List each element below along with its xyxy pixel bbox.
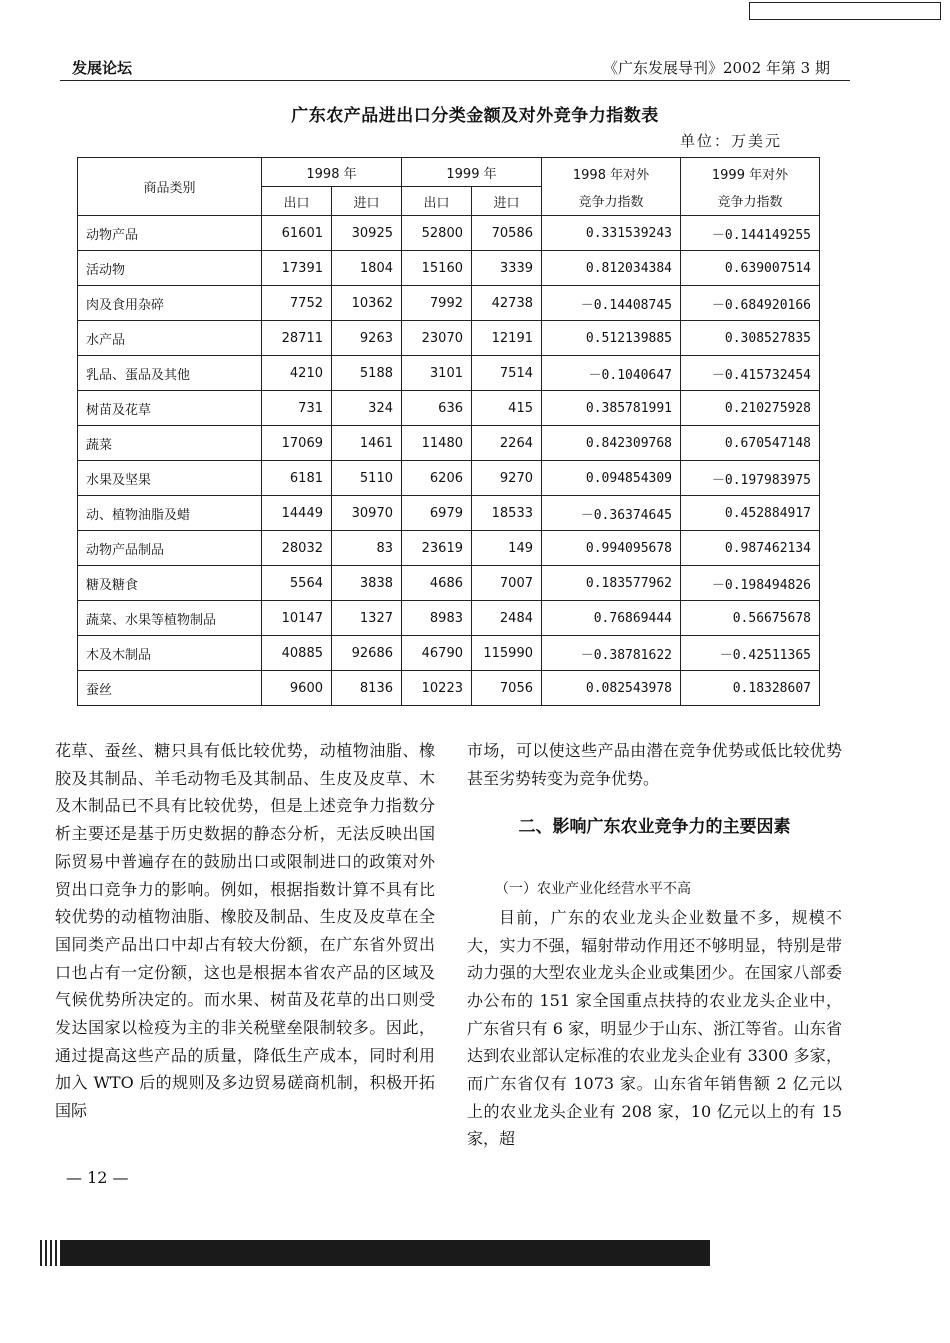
value-cell: 17069 <box>262 426 332 461</box>
value-cell: 83 <box>332 531 402 566</box>
table-row <box>78 321 820 356</box>
value-cell: 46790 <box>402 636 472 671</box>
value-cell: 11480 <box>402 426 472 461</box>
table-title: 广东农产品进出口分类金额及对外竞争力指数表 <box>291 106 659 126</box>
header-index-1998-line1: 1998 年对外 <box>572 167 650 183</box>
value-cell: 10223 <box>402 671 472 706</box>
value-cell: 4686 <box>402 566 472 601</box>
table-row <box>78 461 820 496</box>
value-cell: 18533 <box>472 496 542 531</box>
index-cell: 0.76869444 <box>542 601 681 636</box>
index-cell: 0.56675678 <box>681 601 820 636</box>
value-cell: 5110 <box>332 461 402 496</box>
index-cell: －0.684920166 <box>681 286 820 321</box>
value-cell: 636 <box>402 391 472 426</box>
category-cell: 水产品 <box>78 321 262 356</box>
value-cell: 1804 <box>332 251 402 286</box>
header-1999: 1999 年 <box>402 158 542 187</box>
category-cell: 蔬菜 <box>78 426 262 461</box>
value-cell: 12191 <box>472 321 542 356</box>
category-cell: 树苗及花草 <box>78 391 262 426</box>
value-cell: 17391 <box>262 251 332 286</box>
table-unit: 单位：万美元 <box>680 132 783 150</box>
value-cell: 7752 <box>262 286 332 321</box>
table-row <box>78 216 820 251</box>
category-cell: 活动物 <box>78 251 262 286</box>
table-row <box>78 601 820 636</box>
header-index-1999-line2: 竞争力指数 <box>717 194 783 210</box>
index-cell: 0.452884917 <box>681 496 820 531</box>
index-cell: －0.144149255 <box>681 216 820 251</box>
value-cell: 731 <box>262 391 332 426</box>
value-cell: 415 <box>472 391 542 426</box>
header-index-1998 <box>542 158 681 216</box>
value-cell: 4210 <box>262 356 332 391</box>
index-cell: －0.198494826 <box>681 566 820 601</box>
right-paragraph-2: 目前，广东的农业龙头企业数量不多，规模不大，实力不强，辐射带动作用还不够明显，特别是带动力强的大型农业龙头企业或集团少。在国家八部委办公布的 151 家全国重点扶持的农业龙头企业中，广东省只有 6 家，明显少于山东、浙江等省。山东省达到农业部认定标准的农业龙头企业有 3300 多家，而广东省仅有 1073 家。山东省年销售额 2 亿元以上的农业龙头企业有 208 家，10 亿元以上的有 15 家，超 <box>467 907 842 1149</box>
table-row <box>78 671 820 706</box>
value-cell: 61601 <box>262 216 332 251</box>
category-cell: 乳品、蛋品及其他 <box>78 356 262 391</box>
category-cell: 肉及食用杂碎 <box>78 286 262 321</box>
index-cell: －0.415732454 <box>681 356 820 391</box>
table-row <box>78 286 820 321</box>
value-cell: 324 <box>332 391 402 426</box>
page-number: — 12 — <box>66 1168 129 1187</box>
value-cell: 2484 <box>472 601 542 636</box>
value-cell: 92686 <box>332 636 402 671</box>
index-cell: 0.183577962 <box>542 566 681 601</box>
table-row <box>78 636 820 671</box>
index-cell: －0.14408745 <box>542 286 681 321</box>
journal-label: 《广东发展导刊》2002 年第 3 期 <box>602 59 830 77</box>
table-row <box>78 391 820 426</box>
right-paragraph-1: 市场，可以使这些产品由潜在竞争优势或低比较优势甚至劣势转变为竞争优势。 <box>467 741 842 788</box>
index-cell: 0.385781991 <box>542 391 681 426</box>
table-row <box>78 496 820 531</box>
index-cell: －0.197983975 <box>681 461 820 496</box>
value-cell: 1327 <box>332 601 402 636</box>
index-cell: 0.331539243 <box>542 216 681 251</box>
index-cell: 0.812034384 <box>542 251 681 286</box>
index-cell: 0.994095678 <box>542 531 681 566</box>
header-export-1998: 出口 <box>262 187 332 216</box>
header-import-1999: 进口 <box>472 187 542 216</box>
table-row <box>78 566 820 601</box>
value-cell: 8983 <box>402 601 472 636</box>
value-cell: 115990 <box>472 636 542 671</box>
right-column <box>467 737 842 1153</box>
category-cell: 动物产品 <box>78 216 262 251</box>
value-cell: 7992 <box>402 286 472 321</box>
value-cell: 52800 <box>402 216 472 251</box>
index-cell: 0.512139885 <box>542 321 681 356</box>
index-cell: 0.082543978 <box>542 671 681 706</box>
value-cell: 14449 <box>262 496 332 531</box>
value-cell: 3101 <box>402 356 472 391</box>
value-cell: 9263 <box>332 321 402 356</box>
section-heading: 二、影响广东农业竞争力的主要因素 <box>518 817 791 838</box>
header-export-1999: 出口 <box>402 187 472 216</box>
category-cell: 动、植物油脂及蜡 <box>78 496 262 531</box>
category-cell: 蚕丝 <box>78 671 262 706</box>
category-cell: 糖及糖食 <box>78 566 262 601</box>
index-cell: 0.18328607 <box>681 671 820 706</box>
category-cell: 木及木制品 <box>78 636 262 671</box>
value-cell: 3339 <box>472 251 542 286</box>
category-cell: 水果及坚果 <box>78 461 262 496</box>
trade-table <box>77 157 820 706</box>
table-row <box>78 356 820 391</box>
value-cell: 23619 <box>402 531 472 566</box>
header-1998: 1998 年 <box>262 158 402 187</box>
index-cell: －0.36374645 <box>542 496 681 531</box>
value-cell: 6979 <box>402 496 472 531</box>
header-rule <box>60 80 850 81</box>
value-cell: 28711 <box>262 321 332 356</box>
index-cell: 0.987462134 <box>681 531 820 566</box>
scan-artifact-bar <box>60 1240 710 1266</box>
value-cell: 9600 <box>262 671 332 706</box>
header-index-1998-line2: 竞争力指数 <box>578 194 644 210</box>
value-cell: 70586 <box>472 216 542 251</box>
left-column <box>55 737 435 1125</box>
header-index-1999-line1: 1999 年对外 <box>711 167 789 183</box>
value-cell: 7056 <box>472 671 542 706</box>
value-cell: 5564 <box>262 566 332 601</box>
index-cell: 0.639007514 <box>681 251 820 286</box>
category-cell: 蔬菜、水果等植物制品 <box>78 601 262 636</box>
value-cell: 42738 <box>472 286 542 321</box>
top-corner-box <box>749 2 941 20</box>
index-cell: 0.670547148 <box>681 426 820 461</box>
value-cell: 10147 <box>262 601 332 636</box>
index-cell: －0.38781622 <box>542 636 681 671</box>
value-cell: 23070 <box>402 321 472 356</box>
section-label: 发展论坛 <box>72 59 133 77</box>
category-cell: 动物产品制品 <box>78 531 262 566</box>
table-row <box>78 426 820 461</box>
value-cell: 2264 <box>472 426 542 461</box>
header-import-1998: 进口 <box>332 187 402 216</box>
header-index-1999 <box>681 158 820 216</box>
value-cell: 30970 <box>332 496 402 531</box>
table-row <box>78 251 820 286</box>
value-cell: 9270 <box>472 461 542 496</box>
index-cell: －0.42511365 <box>681 636 820 671</box>
value-cell: 3838 <box>332 566 402 601</box>
table-row <box>78 531 820 566</box>
value-cell: 30925 <box>332 216 402 251</box>
header-category: 商品类别 <box>78 158 262 216</box>
value-cell: 149 <box>472 531 542 566</box>
value-cell: 5188 <box>332 356 402 391</box>
value-cell: 7514 <box>472 356 542 391</box>
value-cell: 15160 <box>402 251 472 286</box>
value-cell: 40885 <box>262 636 332 671</box>
left-paragraph: 花草、蚕丝、糖只具有低比较优势，动植物油脂、橡胶及其制品、羊毛动物毛及其制品、生皮及皮草、木及木制品已不具有比较优势，但是上述竞争力指数分析主要还是基于历史数据的静态分析，无法反映出国际贸易中普遍存在的鼓励出口或限制进口的政策对外贸出口竞争力的影响。例如，根据指数计算不具有比较优势的动植物油脂、橡胶及制品、生皮及皮草在全国同类产品出口中却占有较大份额，在广东省外贸出口也占有一定份额，这也是根据本省农产品的区域及气候优势所决定的。而水果、树苗及花草的出口则受发达国家以检疫为主的非关税壁垒限制较多。因此，通过提高这些产品的质量，降低生产成本，同时利用加入 WTO 后的规则及多边贸易磋商机制，积极开拓国际 <box>55 741 435 1121</box>
index-cell: 0.094854309 <box>542 461 681 496</box>
value-cell: 10362 <box>332 286 402 321</box>
index-cell: 0.308527835 <box>681 321 820 356</box>
index-cell: 0.210275928 <box>681 391 820 426</box>
value-cell: 28032 <box>262 531 332 566</box>
subsection-heading: （一）农业产业化经营水平不高 <box>495 881 691 898</box>
value-cell: 8136 <box>332 671 402 706</box>
index-cell: 0.842309768 <box>542 426 681 461</box>
value-cell: 7007 <box>472 566 542 601</box>
index-cell: －0.1040647 <box>542 356 681 391</box>
value-cell: 6181 <box>262 461 332 496</box>
value-cell: 6206 <box>402 461 472 496</box>
value-cell: 1461 <box>332 426 402 461</box>
